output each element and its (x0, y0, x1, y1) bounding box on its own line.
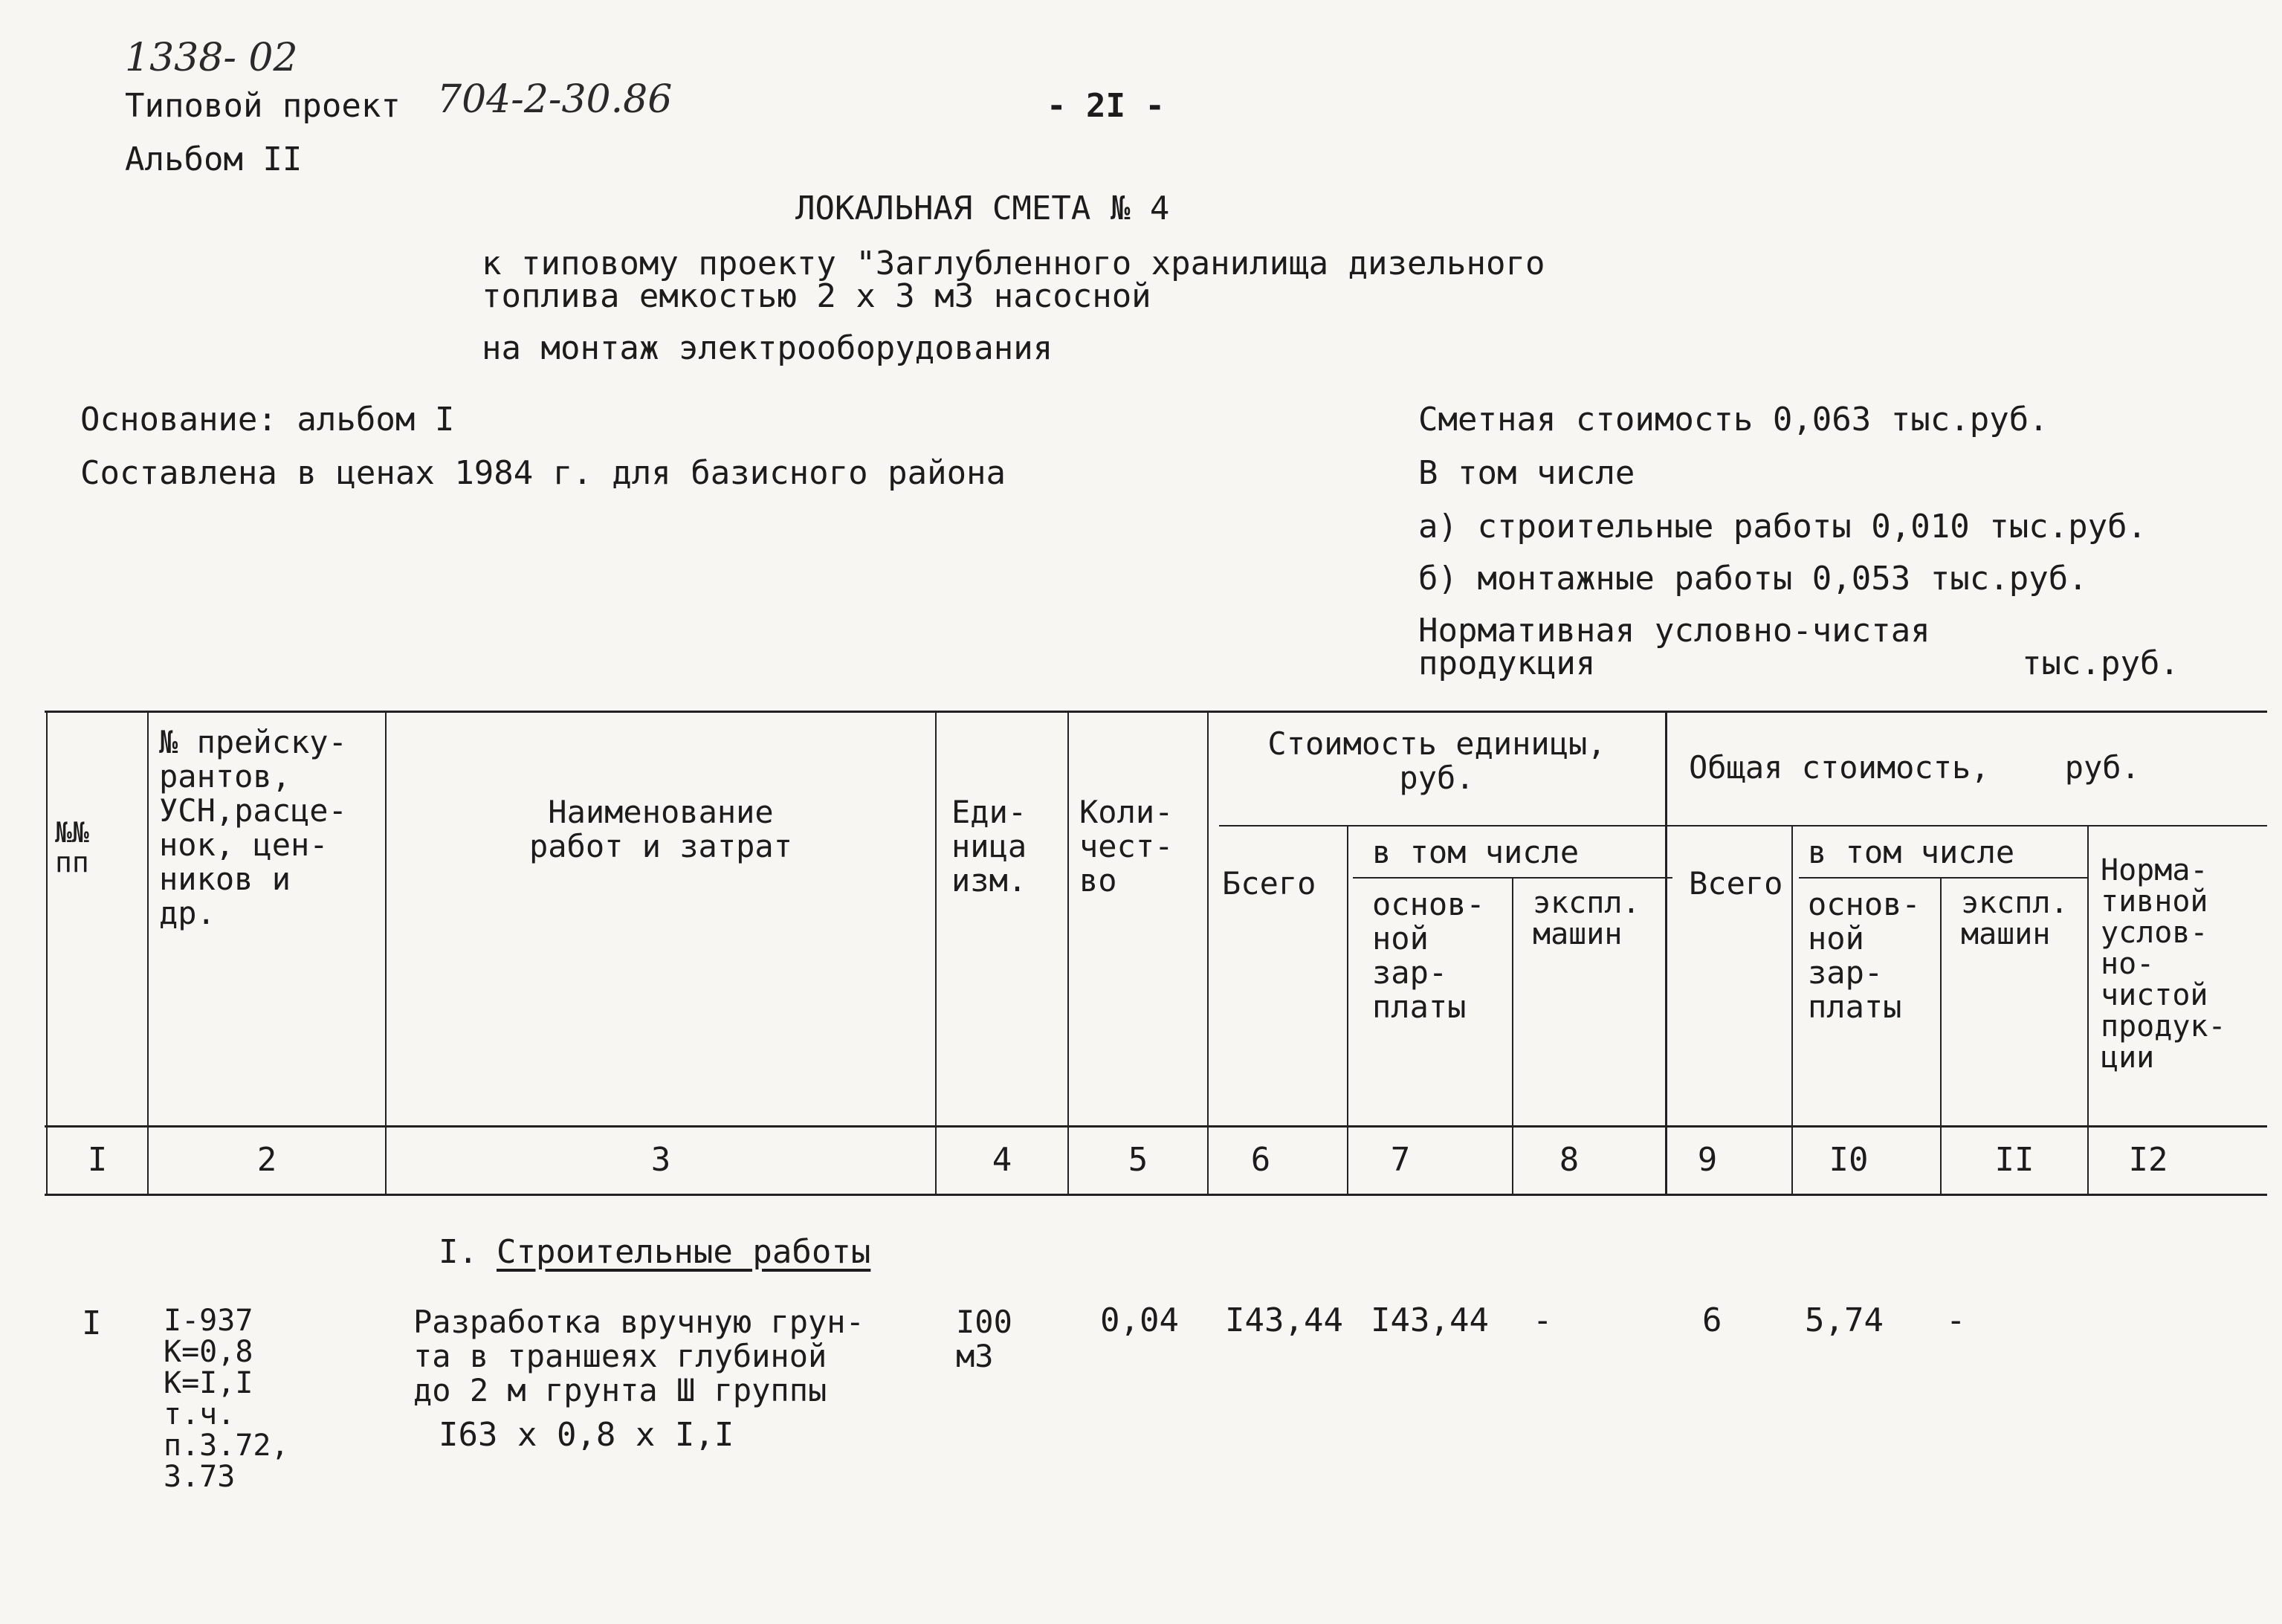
col-border-3 (935, 711, 937, 1195)
product-label: продукция (1418, 644, 1596, 682)
col-border-left (46, 711, 48, 1195)
normative-label: Нормативная условно-чистая (1418, 612, 1930, 650)
section-title: Строительные работы (497, 1233, 871, 1271)
col-number-6: 6 (1250, 1141, 1271, 1179)
col-border-1 (147, 711, 149, 1195)
row-pricelist-code: I-937 К=0,8 К=I,I т.ч. п.3.72, 3.73 (164, 1304, 289, 1494)
row-calculation: I63 х 0,8 х I,I (439, 1416, 734, 1454)
project-label: Типовой проект (125, 87, 401, 125)
installation-cost: б) монтажные работы 0,053 тыс.руб. (1418, 560, 2088, 598)
col-border-8 (1665, 711, 1667, 1195)
col-border-9 (1791, 826, 1793, 1195)
estimated-cost: Сметная стоимость 0,063 тыс.руб. (1418, 401, 2049, 439)
column-numbers-bottom-border (45, 1194, 2267, 1196)
row-quantity: 0,04 (1100, 1301, 1179, 1339)
unit-cost-subheader-line (1219, 825, 1672, 826)
row-number: I (82, 1304, 102, 1342)
row-unit-machines: - (1533, 1301, 1553, 1339)
col-border-2 (385, 711, 387, 1195)
row-total-machines: - (1946, 1301, 1966, 1339)
col-number-2: 2 (256, 1141, 277, 1179)
col-border-6 (1347, 826, 1348, 1195)
header-total-cost: Общая стоимость, руб. (1689, 749, 2140, 786)
header-unit-cost: Стоимость единицы, руб. (1267, 725, 1606, 796)
total-cost-subheader-line (1665, 825, 2267, 826)
header-unit-total: Бсего (1222, 865, 1316, 902)
estimate-subtitle-3: на монтаж электрооборудования (482, 329, 1053, 367)
header-normative-product: Норма- тивной услов- но- чистой продук- ции (2101, 853, 2226, 1075)
estimate-subtitle-2: топлива емкостью 2 х 3 м3 насосной (482, 277, 1151, 315)
header-unit-wage: основ- ной зар- платы (1372, 886, 1485, 1025)
col-border-4 (1067, 711, 1069, 1195)
including-label: В том числе (1418, 454, 1635, 492)
row-work-name: Разработка вручную грун- та в траншеях глубиной до 2 м грунта Ш группы (413, 1304, 864, 1408)
col-number-3: 3 (650, 1141, 671, 1179)
col-border-11 (2087, 826, 2089, 1195)
col-number-11: II (1994, 1141, 2034, 1179)
header-unit-machines: экспл. машин (1533, 886, 1641, 951)
header-unit: Еди- ница изм. (951, 794, 1027, 899)
col-number-8: 8 (1559, 1141, 1580, 1179)
header-work-name: Наименование работ и затрат (529, 794, 792, 864)
header-pricelist-number: № прейску- рантов, УСН,расце- нок, цен- ников и др. (159, 724, 347, 931)
construction-cost: а) строительные работы 0,010 тыс.руб. (1418, 508, 2147, 546)
estimate-subtitle-1: к типовому проекту "Заглубленного хранилища дизельного (482, 245, 1545, 282)
row-unit-total: I43,44 (1225, 1301, 1343, 1339)
row-total: 6 (1702, 1301, 1722, 1339)
header-total-wage: основ- ной зар- платы (1808, 886, 1921, 1025)
col-number-1: I (87, 1141, 108, 1179)
row-total-wage: 5,74 (1805, 1301, 1884, 1339)
section-number: I. (439, 1233, 478, 1271)
header-total: Всего (1689, 865, 1783, 902)
album-label: Альбом II (125, 140, 303, 178)
header-total-machines: экспл. машин (1961, 886, 2069, 951)
document-code: 1338- 02 (125, 36, 298, 80)
col-number-5: 5 (1128, 1141, 1148, 1179)
row-unit-wage: I43,44 (1371, 1301, 1489, 1339)
estimate-title: ЛОКАЛЬНАЯ СМЕТА № 4 (795, 190, 1170, 227)
prices-line: Составлена в ценах 1984 г. для базисного района (80, 454, 1006, 492)
total-cost-incl-line (1799, 877, 2089, 879)
page-number: - 2I - (1047, 87, 1165, 125)
header-quantity: Коли- чест- во (1079, 794, 1174, 899)
project-number: 704-2-30.86 (437, 77, 673, 122)
col-number-9: 9 (1697, 1141, 1718, 1179)
product-unit: тыс.руб. (2022, 644, 2179, 682)
col-number-7: 7 (1390, 1141, 1411, 1179)
table-top-border (45, 711, 2267, 713)
header-row-number: №№ пп (55, 816, 89, 879)
header-bottom-border (45, 1125, 2267, 1128)
col-number-12: I2 (2128, 1141, 2168, 1179)
header-total-including: в том числе (1808, 834, 2015, 870)
col-number-4: 4 (992, 1141, 1012, 1179)
col-number-10: I0 (1829, 1141, 1869, 1179)
basis-line: Основание: альбом I (80, 401, 455, 439)
header-unit-including: в том числе (1372, 834, 1580, 870)
row-unit: I00 м3 (956, 1304, 1012, 1374)
